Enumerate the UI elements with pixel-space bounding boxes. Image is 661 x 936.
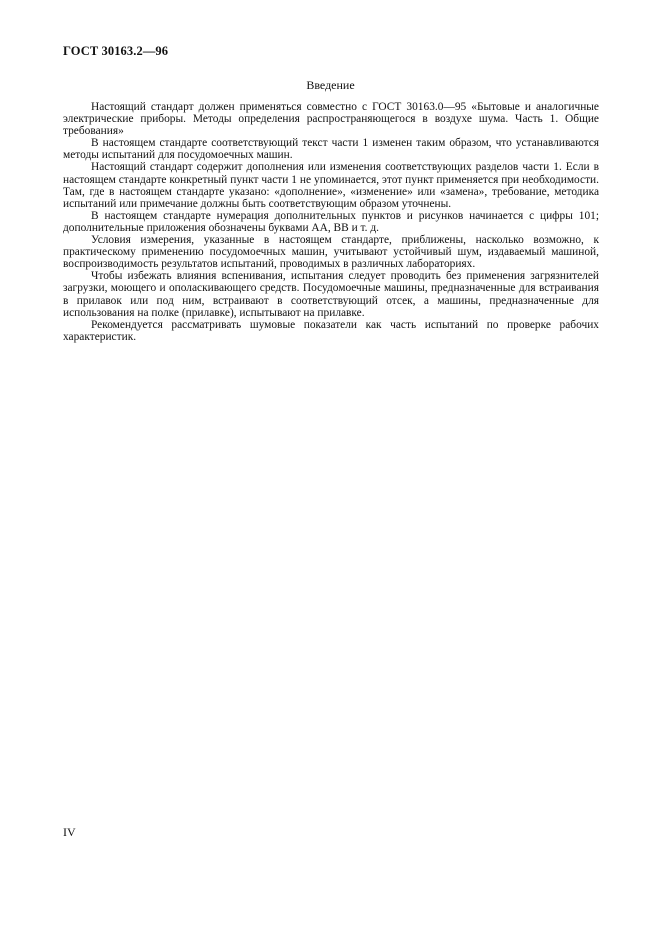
paragraph-5: Условия измерения, указанные в настоящем стандарте, приближены, насколько возможно, к практическому применению посудомоечных машин, учитывают устойчивый шум, издаваемый машиной, воспроизводимость результатов испытаний, проводимых в различных лабораториях. — [63, 234, 599, 271]
page-number: IV — [63, 825, 76, 839]
paragraph-7: Рекомендуется рассматривать шумовые показатели как часть испытаний по проверке рабочих характеристик. — [63, 318, 599, 343]
paragraph-2: В настоящем стандарте соответствующий текст части 1 изменен таким образом, что устанавливаются методы испытаний для посудомоечных машин. — [63, 137, 599, 162]
document-code: ГОСТ 30163.2—96 — [63, 44, 169, 58]
paragraph-1: Настоящий стандарт должен применяться совместно с ГОСТ 30163.0—95 «Бытовые и аналогичные электрические приборы. Методы определения распространяющегося в воздухе шума. Часть 1. Общие требования» — [63, 101, 599, 138]
section-title: Введение — [306, 78, 355, 92]
paragraph-6: Чтобы избежать влияния вспенивания, испытания следует проводить без применения загрязнителей загрузки, моющего и ополаскивающего средств. Посудомоечные машины, предназначенные для встраивания в прилавок или под ним, встраивают в соответствующий отсек, а машины, предназначенные для использования на полке (прилавке), испытывают на прилавке. — [63, 270, 599, 319]
paragraph-3: Настоящий стандарт содержит дополнения или изменения соответствующих разделов части 1. Если в настоящем стандарте конкретный пункт части 1 не упоминается, этот пункт применяется при необходимости. Там, где в настоящем стандарте указано: «дополнение», «изменение» или «замена», требование, методика испытаний или примечание должны быть соответствующим образом уточнены. — [63, 161, 599, 210]
body-text — [63, 101, 599, 343]
paragraph-4: В настоящем стандарте нумерация дополнительных пунктов и рисунков начинается с цифры 101; дополнительные приложения обозначены буквами АА, ВВ и т. д. — [63, 209, 599, 234]
